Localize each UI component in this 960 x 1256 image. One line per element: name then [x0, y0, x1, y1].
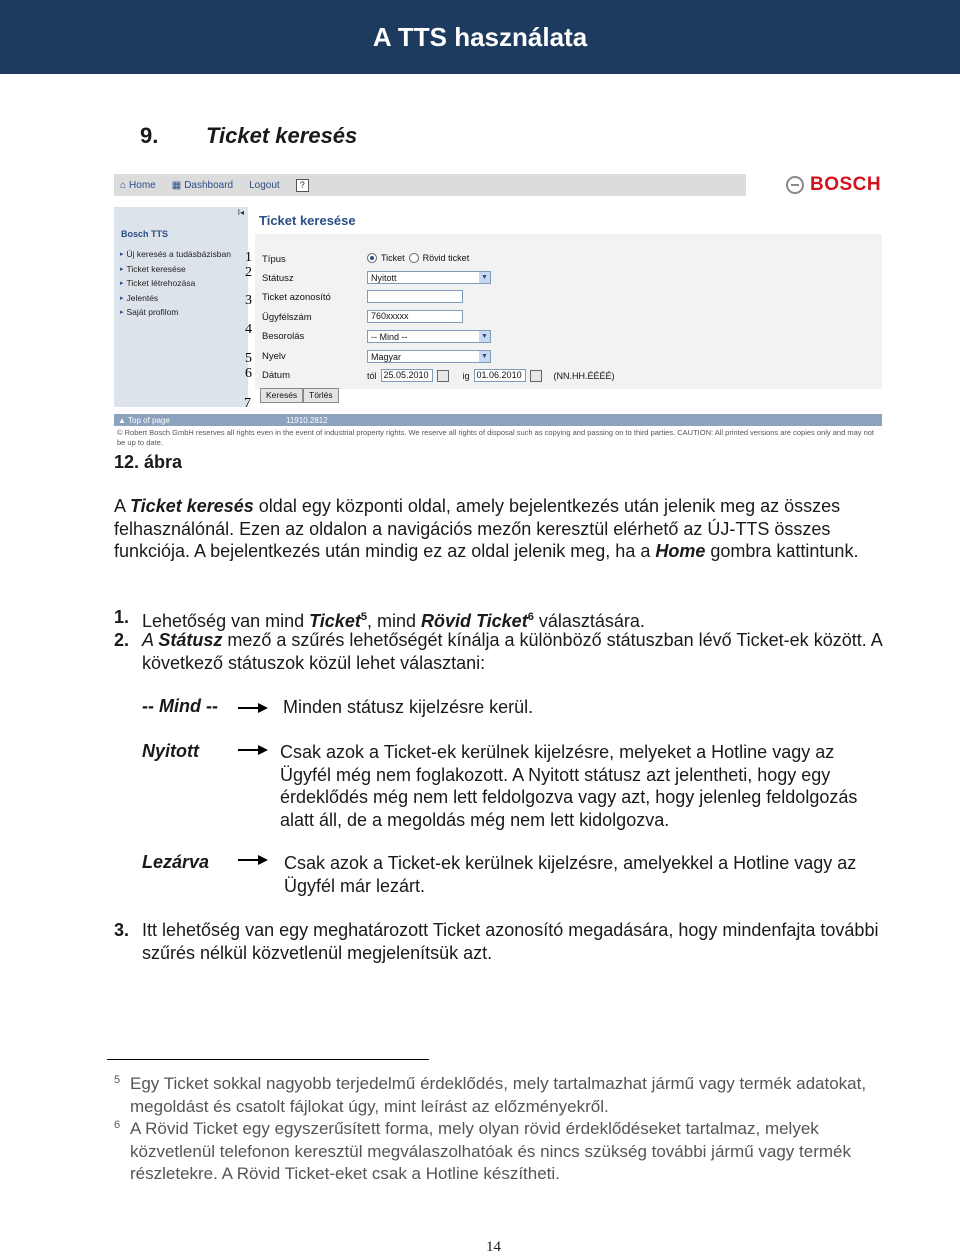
sidebar-item-label: Ticket létrehozása: [126, 278, 196, 289]
help-icon[interactable]: ?: [296, 179, 309, 192]
language-select-wrap: [367, 350, 491, 363]
copyright-text: © Robert Bosch GmbH reserves all rights even in the event of industrial property rights. We reserve all rights of disposal such as copying and passing on to third parties. CAUTION: All printed versions are copies only and may not be up to date.: [117, 428, 874, 447]
footnote-6: [114, 1118, 874, 1186]
ticket-id-input[interactable]: [367, 290, 463, 303]
chevron-right-icon: ▸: [120, 265, 124, 273]
radio-ticket[interactable]: [367, 253, 377, 263]
label-category: Besorolás: [262, 331, 305, 342]
state-name-all: -- Mind --: [142, 696, 218, 716]
intro-text: A: [114, 496, 131, 516]
marker-1: 1: [245, 250, 252, 265]
intro-text: gombra kattintunk.: [705, 541, 859, 561]
language-select[interactable]: [367, 350, 491, 363]
list-item-2: [114, 629, 884, 674]
list-text: A: [142, 630, 159, 650]
sidebar-item-ticket-search[interactable]: [120, 262, 231, 277]
chevron-right-icon: ▸: [120, 280, 124, 288]
arrow-right-icon: [238, 744, 268, 756]
footer-bar: [114, 414, 882, 426]
nav-home-label: Home: [129, 179, 156, 191]
marker-6: 6: [245, 366, 252, 381]
intro-emphasis: Home: [655, 541, 706, 561]
collapse-icon[interactable]: I◂: [237, 208, 244, 217]
logo-text: BOSCH: [810, 174, 882, 195]
language-select-value: Magyar: [371, 351, 402, 362]
chevron-down-icon: ▼: [479, 331, 490, 342]
chevron-right-icon: ▸: [120, 251, 124, 259]
intro-paragraph: [114, 495, 874, 563]
category-select-value: -- Mind --: [371, 331, 408, 342]
intro-text: oldal egy központi oldal, amely bejelentkezés után jelenik meg az összes felhasználónál. Ezen az oldalon a navigációs mezőn keresztül elérhető az ÚJ-TTS összes funkciója. A bejelentkezés után mindig ez az oldal jelenik meg, ha a: [114, 496, 841, 561]
state-desc-closed: Csak azok a Ticket-ek kerülnek kijelzésre, amelyekkel a Hotline vagy az Ügyfél már lezárt.: [284, 853, 857, 896]
nav-dashboard[interactable]: [172, 180, 233, 191]
sidebar-item-label: Jelentés: [126, 292, 159, 303]
sidebar-item-ticket-create[interactable]: [120, 276, 231, 291]
bosch-logo: [786, 174, 881, 196]
caption-text: 12. ábra: [114, 452, 183, 472]
marker-5: 5: [245, 351, 252, 366]
sidebar-item-new-search[interactable]: [120, 247, 231, 262]
status-select[interactable]: [367, 271, 491, 284]
label-language: Nyelv: [262, 351, 286, 362]
marker-7: 7: [244, 396, 251, 411]
chevron-right-icon: ▸: [120, 309, 124, 317]
label-ticket-id: Ticket azonosító: [262, 292, 331, 303]
dashboard-icon: ▦: [171, 179, 182, 191]
state-desc-all: Minden státusz kijelzésre kerül.: [283, 697, 534, 717]
footnote-text: A Rövid Ticket egy egyszerűsített forma, mely olyan rövid érdeklődéseket tartalmaz, melyek közvetlenül telefonon keresztül megválaszolhatóak és nincs szükség további jármű vagy termék részletekre. A Rövid Ticket-eket csak a Hotline készítheti.: [130, 1119, 851, 1183]
nav-logout-label: Logout: [249, 179, 280, 191]
form-title: Ticket keresése: [259, 213, 356, 228]
list-number: 1.: [114, 607, 130, 627]
list-item-3: [114, 919, 884, 964]
date-range: [367, 369, 615, 382]
section-title: Ticket keresés: [206, 123, 358, 148]
footnote-5: [114, 1073, 874, 1118]
status-select-wrap: [367, 271, 491, 284]
chevron-down-icon: ▼: [479, 272, 490, 283]
state-desc-open: Csak azok a Ticket-ek kerülnek kijelzésre, melyeket a Hotline vagy az Ügyfél még nem foglakozott. A Nyitott státusz azt jelentheti, hogy egy érdeklődés még nem lett feldolgozva vagy azt, hogy jelenleg feldolgozás alatt áll, de a megoldás még nem lett kidolgozva.: [280, 742, 858, 830]
label-date: Dátum: [262, 370, 290, 381]
state-name-closed: Lezárva: [142, 852, 210, 872]
list-emphasis: Ticket: [309, 611, 361, 631]
sidebar: [114, 207, 248, 407]
radio-short-ticket[interactable]: [409, 253, 419, 263]
arrow-right-icon: [238, 854, 268, 866]
list-text: mező a szűrés lehetőségét kínálja a különböző státuszban lévő Ticket-ek között. A következő státuszok közül lehet választani:: [142, 630, 882, 673]
top-navigation: [114, 174, 746, 196]
label-status: Státusz: [262, 273, 294, 284]
delete-button[interactable]: Törlés: [303, 388, 339, 403]
date-from-label: tól: [367, 370, 377, 381]
header-title: A TTS használata: [372, 21, 588, 52]
nav-dashboard-label: Dashboard: [184, 179, 234, 191]
date-format-hint: (NN.HH.ÉÉÉÉ): [553, 370, 615, 381]
footnote-number: 6: [114, 1119, 121, 1131]
sidebar-heading: Bosch TTS: [121, 229, 169, 239]
calendar-icon[interactable]: [437, 370, 449, 382]
embedded-screenshot: [114, 174, 886, 450]
list-number: 3.: [114, 920, 130, 940]
category-select[interactable]: [367, 330, 491, 343]
chevron-right-icon: ▸: [120, 294, 124, 302]
state-name-open: Nyitott: [142, 741, 199, 761]
date-to-input[interactable]: 01.06.2010: [474, 369, 526, 382]
footnote-number: 5: [114, 1074, 121, 1086]
arrow-right-icon: [238, 702, 268, 714]
nav-home[interactable]: [120, 180, 156, 191]
bosch-armature-icon: [786, 176, 804, 194]
marker-3: 3: [245, 293, 252, 308]
customer-number-wrap: [367, 310, 463, 323]
label-customer-number: Ügyfélszám: [262, 312, 312, 323]
sidebar-item-report[interactable]: [120, 291, 231, 306]
search-form: [245, 234, 882, 389]
footnote-ref: 6: [527, 611, 534, 623]
footnote-divider: [107, 1059, 429, 1060]
date-to-label: ig: [462, 370, 470, 381]
label-type: Típus: [262, 254, 286, 265]
footnote-text: Egy Ticket sokkal nagyobb terjedelmű érdeklődés, mely tartalmazhat jármű vagy termék adatokat, megoldást és csatolt fájlokat úgy, mint leírást az előzményekről.: [130, 1074, 867, 1116]
figure-caption: [114, 452, 182, 473]
list-emphasis: Státusz: [158, 630, 223, 650]
top-of-page-link[interactable]: ▲ Top of page: [118, 415, 170, 425]
ticket-id-wrap: [367, 290, 463, 303]
marker-4: 4: [245, 322, 252, 337]
list-number: 2.: [114, 630, 130, 650]
radio-short-ticket-label: Rövid ticket: [422, 253, 470, 263]
sidebar-item-label: Új keresés a tudásbázisban: [126, 249, 231, 260]
version-text: 11910.2812: [286, 415, 328, 425]
marker-2: 2: [245, 265, 252, 280]
list-text: Itt lehetőség van egy meghatározott Ticket azonosító megadására, hogy mindenfajta további szűrés nélkül közvetlenül megjelenítsük azt.: [142, 920, 879, 963]
sidebar-item-label: Saját profilom: [126, 307, 179, 318]
footnote-ref: 5: [360, 611, 367, 623]
main-content: [244, 207, 884, 411]
page-number: 14: [486, 1239, 501, 1255]
radio-ticket-label: Ticket: [381, 253, 405, 263]
list-text: , mind: [366, 611, 421, 631]
status-select-value: Nyitott: [371, 272, 397, 283]
list-text: választására.: [533, 611, 645, 631]
date-from-input[interactable]: 25.05.2010: [381, 369, 433, 382]
category-select-wrap: [367, 330, 491, 343]
list-emphasis: Rövid Ticket: [420, 611, 528, 631]
type-radio-group: [367, 253, 469, 263]
page-header-banner: [0, 0, 960, 74]
search-button[interactable]: Keresés: [260, 388, 303, 403]
calendar-icon[interactable]: [530, 370, 542, 382]
sidebar-item-profile[interactable]: [120, 305, 231, 320]
section-heading: [140, 123, 357, 149]
sidebar-item-label: Ticket keresése: [126, 263, 186, 274]
intro-emphasis: Ticket keresés: [130, 496, 254, 516]
sidebar-menu: [120, 247, 231, 320]
chevron-down-icon: ▼: [479, 351, 490, 362]
list-text: Lehetőség van mind: [142, 611, 310, 631]
nav-logout[interactable]: [249, 180, 280, 191]
section-number: 9.: [140, 123, 159, 148]
home-icon: ⌂: [120, 179, 127, 191]
customer-number-input[interactable]: 760xxxxx: [367, 310, 463, 323]
